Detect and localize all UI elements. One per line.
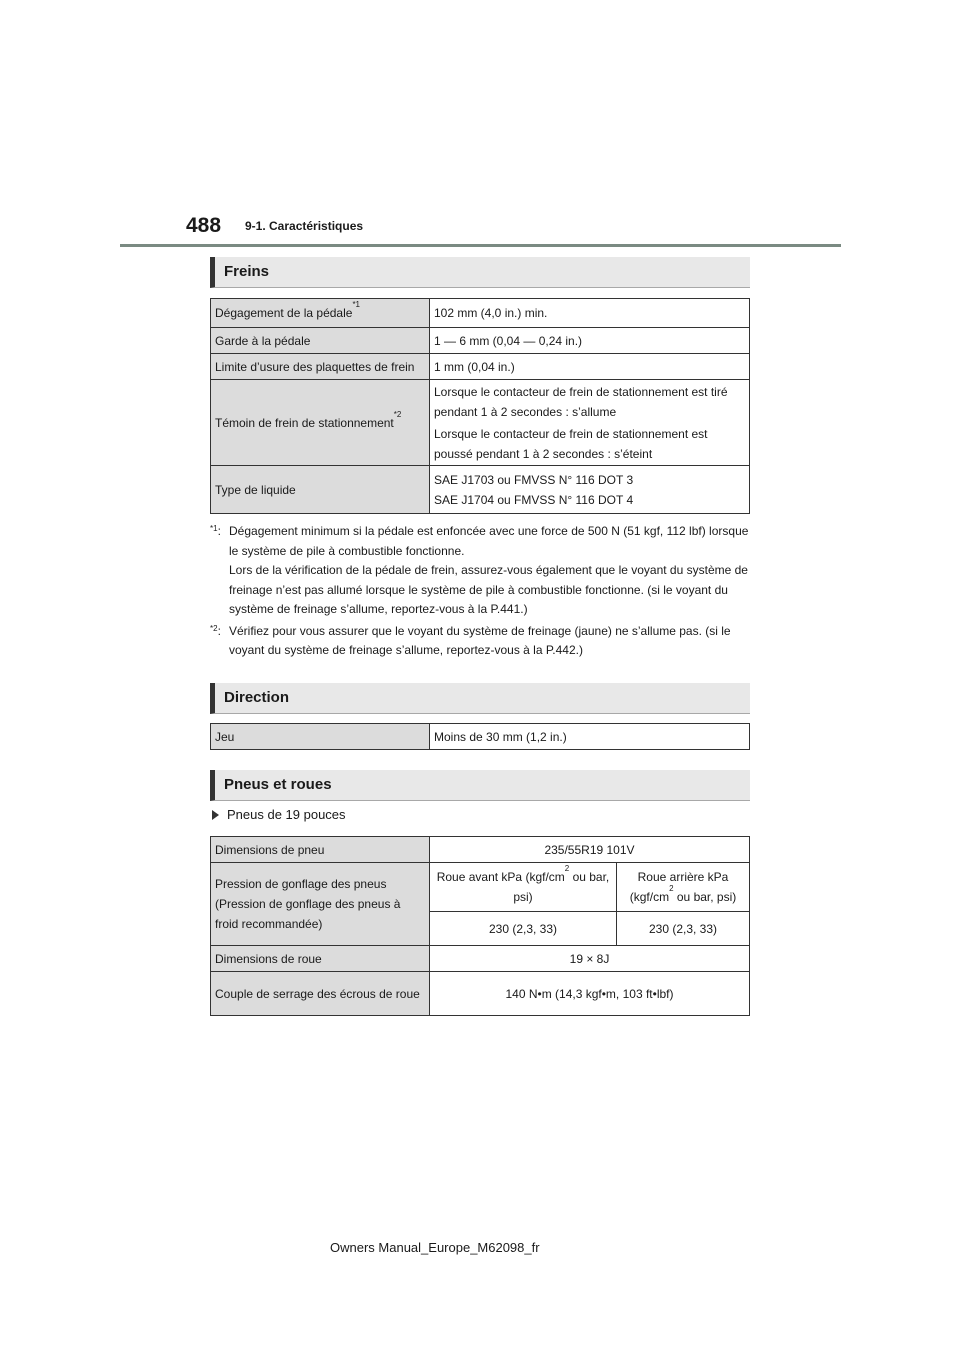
footnote-text: Lors de la vérification de la pédale de frein, assurez-vous également que le voyant du système de freinage n’est pas allumé lorsque le système de pile à combustible fonctionne. (si le voyant du système de freinage s’allume, reportez-vous à la P.441.) <box>229 563 748 616</box>
table-value-cell: Lorsque le contacteur de frein de stationnement est tiré pendant 1 à 2 secondes : s’allume Lorsque le contacteur de frein de stationnement est poussé pendant 1 à 2 secondes : s’éteint <box>430 380 750 466</box>
table-value-cell: 230 (2,3, 33) <box>617 912 750 946</box>
section-heading-text: Freins <box>224 263 270 280</box>
header-divider <box>120 244 841 247</box>
table-row <box>211 724 750 750</box>
table-row <box>211 972 750 1016</box>
footnote: $^{*2}$: Vérifiez pour vous assurer que le voyant du système de freinage (jaune) ne s’allume pas. (si le voyant du système de freinage s’allume, reportez-vous à la P.442.) <box>210 622 750 661</box>
table-label-cell: Garde à la pédale <box>211 328 430 354</box>
table-label-cell: Dimensions de roue <box>211 946 430 972</box>
table-header-cell: Roue arrière kPa ($kgf/cm^2$ ou bar, psi) <box>617 863 750 912</box>
table-row <box>211 837 750 863</box>
table-value-cell: 19 × 8J <box>430 946 750 972</box>
brakes-spec-table <box>210 298 750 514</box>
table-row <box>211 328 750 354</box>
section-heading-tires <box>210 770 750 801</box>
table-value-cell: 1 — 6 mm (0,04 — 0,24 in.) <box>430 328 750 354</box>
footnote: $^{*1}$: Dégagement minimum si la pédale est enfoncée avec une force de 500 N (51 kgf, 112 lbf) lorsque le système de pile à combustible fonctionne. Lors de la vérification de la pédale de frein, assurez-vous également que le voyant du système de freinage n’est pas allumé lorsque le système de pile à combustible fonctionne. (si le voyant du système de freinage s’allume, reportez-vous à la P.441.) <box>210 522 750 620</box>
tires-spec-table <box>210 836 750 1016</box>
section-heading-text: Direction <box>224 689 290 706</box>
table-row <box>211 354 750 380</box>
footnote-mark: *2 <box>210 623 218 633</box>
triangle-bullet-icon <box>212 810 219 820</box>
table-value-cell: SAE J1703 ou FMVSS N° 116 DOT 3 SAE J1704 ou FMVSS N° 116 DOT 4 <box>430 466 750 514</box>
footnote-ref: *2 <box>393 409 402 419</box>
table-value-cell: 140 N•m (14,3 kgf•m, 103 ft•lbf) <box>430 972 750 1016</box>
table-label-cell: Couple de serrage des écrous de roue <box>211 972 430 1016</box>
section-heading-brakes <box>210 257 750 288</box>
page-number: 488 <box>186 214 222 237</box>
table-value-cell: 1 mm (0,04 in.) <box>430 354 750 380</box>
table-label-cell: Dégagement de la pédale$^{*1}$ <box>211 299 430 328</box>
table-value-cell: 235/55R19 101V <box>430 837 750 863</box>
table-label-cell: Dimensions de pneu <box>211 837 430 863</box>
table-value-cell: 102 mm (4,0 in.) min. <box>430 299 750 328</box>
tires-sub-heading: Pneus de 19 pouces <box>212 807 346 822</box>
table-label-cell: Type de liquide <box>211 466 430 514</box>
footnote-text: Vérifiez pour vous assurer que le voyant du système de freinage (jaune) ne s’allume pas. (si le voyant du système de freinage s’allume, reportez-vous à la P.442.) <box>229 623 731 657</box>
table-value-cell: Moins de 30 mm (1,2 in.) <box>430 724 750 750</box>
table-row <box>211 380 750 466</box>
table-row <box>211 863 750 912</box>
table-label-cell: Témoin de frein de stationnement$^{*2}$ <box>211 380 430 466</box>
table-label-cell: Pression de gonflage des pneus (Pression de gonflage des pneus à froid recommandée) <box>211 863 430 946</box>
page-footer: Owners Manual_Europe_M62098_fr <box>330 1240 540 1255</box>
section-title: 9-1. Caractéristiques <box>245 219 364 233</box>
footnote-ref: *1 <box>352 300 360 309</box>
table-label-cell: Jeu <box>211 724 430 750</box>
table-row <box>211 946 750 972</box>
table-label-cell: Limite d’usure des plaquettes de frein <box>211 354 430 380</box>
table-row <box>211 466 750 514</box>
footnote-text: Dégagement minimum si la pédale est enfoncée avec une force de 500 N (51 kgf, 112 lbf) lorsque le système de pile à combustible fonctionne. <box>229 524 749 558</box>
table-row <box>211 299 750 328</box>
footnotes <box>210 522 750 663</box>
section-heading-steering <box>210 683 750 714</box>
section-heading-text: Pneus et roues <box>224 776 332 793</box>
table-header-cell: Roue avant kPa ($kgf/cm^2$ ou bar, psi) <box>430 863 617 912</box>
footnote-mark: *1 <box>210 524 218 533</box>
table-value-cell: 230 (2,3, 33) <box>430 912 617 946</box>
steering-spec-table <box>210 723 750 750</box>
